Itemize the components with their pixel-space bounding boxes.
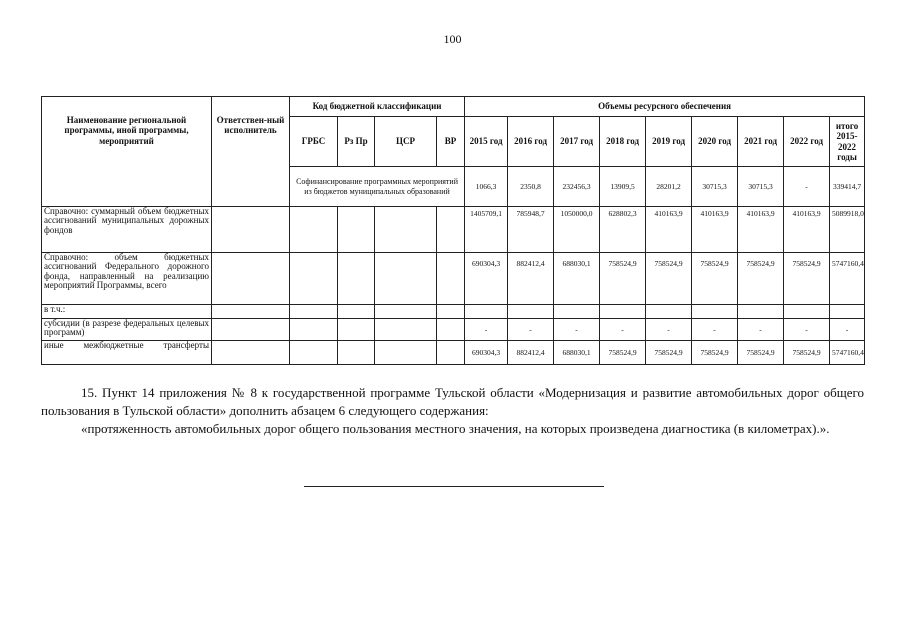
header-resources: Объемы ресурсного обеспечения <box>465 97 865 117</box>
cell-value: 758524,9 <box>646 341 692 365</box>
cell-value: 410163,9 <box>646 207 692 253</box>
cell-value: - <box>738 319 784 341</box>
cell-value: - <box>465 319 508 341</box>
cell-value: - <box>508 319 554 341</box>
cell-value: 785948,7 <box>508 207 554 253</box>
empty-cell <box>375 319 437 341</box>
table-row <box>42 341 865 365</box>
cell-value: 758524,9 <box>784 253 830 305</box>
cell-value <box>738 305 784 319</box>
cofinancing-label: Софинансирование программных мероприятий из бюджетов муниципальных образований <box>290 167 465 207</box>
header-grbs: ГРБС <box>290 117 338 167</box>
budget-table <box>41 96 865 365</box>
empty-cell <box>338 341 375 365</box>
row-label: в т.ч.: <box>42 305 212 319</box>
empty-cell <box>375 341 437 365</box>
empty-cell <box>290 319 338 341</box>
row-label: Справочно: объем бюджетных ассигнований Федерального дорожного фонда, направленный на реализацию мероприятий Программы, всего <box>42 253 212 305</box>
cell-value: 628802,3 <box>600 207 646 253</box>
cell-value: 758524,9 <box>738 253 784 305</box>
cell-value: - <box>784 319 830 341</box>
cell-value <box>830 305 865 319</box>
empty-cell <box>290 207 338 253</box>
header-year-2015: 2015 год <box>465 117 508 167</box>
empty-cell <box>212 253 290 305</box>
header-year-total: итого 2015-2022 годы <box>830 117 865 167</box>
empty-cell <box>437 341 465 365</box>
empty-cell <box>338 253 375 305</box>
header-vr: ВР <box>437 117 465 167</box>
row-label: иные межбюджетные трансферты <box>42 341 212 365</box>
header-year-2017: 2017 год <box>554 117 600 167</box>
row-label: Справочно: суммарный объем бюджетных ассигнований муниципальных дорожных фондов <box>42 207 212 253</box>
separator-line <box>304 486 604 487</box>
header-year-2019: 2019 год <box>646 117 692 167</box>
cell-value: 1050000,0 <box>554 207 600 253</box>
cell-value: - <box>646 319 692 341</box>
cell-value: 30715,3 <box>738 167 784 207</box>
page-number: 100 <box>443 32 462 46</box>
cell-value: 2350,8 <box>508 167 554 207</box>
cell-value: 1066,3 <box>465 167 508 207</box>
cell-value: 882412,4 <box>508 253 554 305</box>
paragraph-amendment: 15. Пункт 14 приложения № 8 к государственной программе Тульской области «Модернизация и развитие автомобильных дорог общего пользования в Тульской области» дополнить абзацем 6 следующего содержания: <box>41 385 864 418</box>
cell-value: 5089918,0 <box>830 207 865 253</box>
cell-value <box>646 305 692 319</box>
cell-value: - <box>692 319 738 341</box>
empty-cell <box>212 305 290 319</box>
empty-cell <box>375 305 437 319</box>
cell-value: 30715,3 <box>692 167 738 207</box>
cell-value: - <box>830 319 865 341</box>
empty-cell <box>338 305 375 319</box>
row-label: субсидии (в разрезе федеральных целевых программ) <box>42 319 212 341</box>
empty-cell <box>290 253 338 305</box>
table-row <box>42 305 865 319</box>
cell-value: 410163,9 <box>784 207 830 253</box>
cell-value: 758524,9 <box>646 253 692 305</box>
empty-cell <box>437 207 465 253</box>
header-name: Наименование региональной программы, иной программы, мероприятий <box>42 97 212 207</box>
header-csr: ЦСР <box>375 117 437 167</box>
empty-cell <box>290 305 338 319</box>
cell-value: 13909,5 <box>600 167 646 207</box>
empty-cell <box>290 341 338 365</box>
cell-value <box>692 305 738 319</box>
cell-value: 758524,9 <box>600 341 646 365</box>
empty-cell <box>437 305 465 319</box>
cell-value: 410163,9 <box>738 207 784 253</box>
cell-value: 758524,9 <box>692 341 738 365</box>
cell-value <box>600 305 646 319</box>
header-year-2016: 2016 год <box>508 117 554 167</box>
cell-value: 339414,7 <box>830 167 865 207</box>
cell-value <box>554 305 600 319</box>
header-responsible: Ответствен-ный исполнитель <box>212 97 290 207</box>
header-rzpr: Рз Пр <box>338 117 375 167</box>
header-year-2022: 2022 год <box>784 117 830 167</box>
cell-value: 690304,3 <box>465 341 508 365</box>
cell-value: 758524,9 <box>784 341 830 365</box>
cell-value: 5747160,4 <box>830 341 865 365</box>
empty-cell <box>338 207 375 253</box>
cell-value: 5747160,4 <box>830 253 865 305</box>
empty-cell <box>212 207 290 253</box>
empty-cell <box>338 319 375 341</box>
budget-table-container <box>41 96 864 365</box>
paragraph-quote: «протяженность автомобильных дорог общего пользования местного значения, на которых произведена диагностика (в километрах).». <box>81 421 830 436</box>
header-year-2021: 2021 год <box>738 117 784 167</box>
empty-cell <box>437 253 465 305</box>
cell-value: 882412,4 <box>508 341 554 365</box>
empty-cell <box>375 207 437 253</box>
cell-value: - <box>784 167 830 207</box>
cell-value: 758524,9 <box>692 253 738 305</box>
table-row <box>42 319 865 341</box>
table-row <box>42 253 865 305</box>
table-row <box>42 207 865 253</box>
cell-value: 758524,9 <box>600 253 646 305</box>
cell-value: 688030,1 <box>554 341 600 365</box>
cell-value: - <box>600 319 646 341</box>
header-budget-code: Код бюджетной классификации <box>290 97 465 117</box>
header-year-2020: 2020 год <box>692 117 738 167</box>
cell-value: 690304,3 <box>465 253 508 305</box>
empty-cell <box>375 253 437 305</box>
cell-value: 232456,3 <box>554 167 600 207</box>
cell-value <box>465 305 508 319</box>
empty-cell <box>437 319 465 341</box>
cell-value: 1405709,1 <box>465 207 508 253</box>
cell-value <box>784 305 830 319</box>
empty-cell <box>212 319 290 341</box>
header-year-2018: 2018 год <box>600 117 646 167</box>
cell-value: 758524,9 <box>738 341 784 365</box>
cell-value: - <box>554 319 600 341</box>
cell-value: 688030,1 <box>554 253 600 305</box>
cell-value: 28201,2 <box>646 167 692 207</box>
empty-cell <box>212 341 290 365</box>
cell-value: 410163,9 <box>692 207 738 253</box>
cell-value <box>508 305 554 319</box>
